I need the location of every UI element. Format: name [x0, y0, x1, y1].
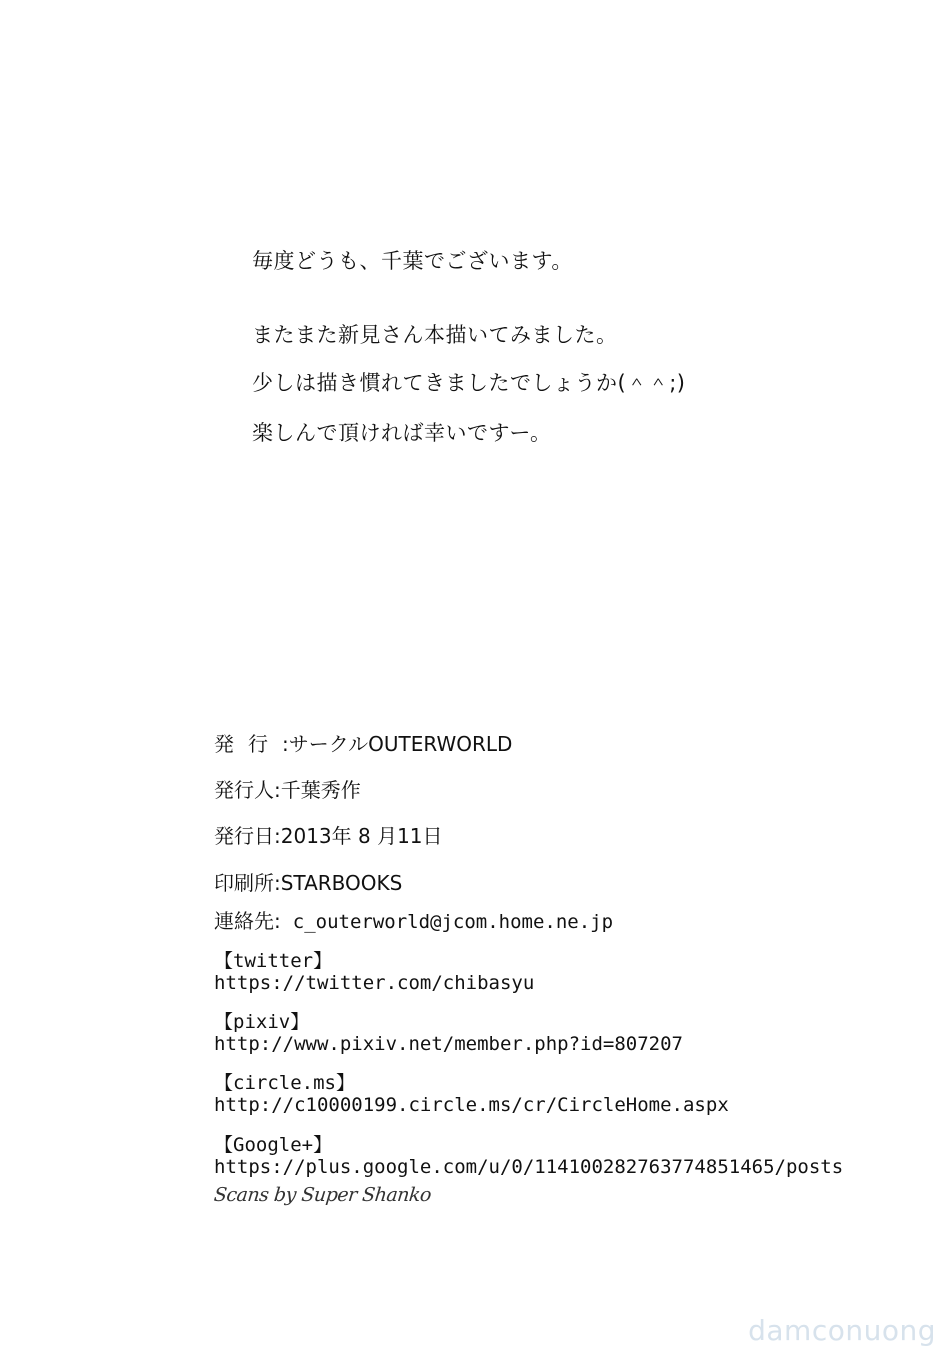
site-watermark: damconuong [748, 1314, 936, 1347]
scanner-signature: Scans by Super Shanko [212, 1184, 433, 1206]
twitter-url: https://twitter.com/chibasyu [214, 972, 535, 994]
circle-ms-link-block [214, 1072, 729, 1116]
circle-ms-url: http://c10000199.circle.ms/cr/CircleHome.aspx [214, 1094, 729, 1116]
message-line-1: 毎度どうも、千葉でございます。 [252, 249, 573, 273]
message-line-4: 楽しんで頂ければ幸いですー。 [252, 421, 552, 445]
twitter-link-block [214, 950, 534, 994]
printer-row [214, 869, 402, 897]
contact-row [214, 907, 613, 936]
issue-date-row [214, 822, 443, 850]
issuer-row [214, 776, 361, 804]
pixiv-url: http://www.pixiv.net/member.php?id=807207 [214, 1033, 683, 1055]
pixiv-header: 【pixiv】 [214, 1011, 310, 1033]
printer-label: 印刷所 [214, 871, 274, 895]
twitter-header: 【twitter】 [214, 950, 333, 972]
issue-date-label: 発行日 [214, 824, 274, 848]
contact-email: c_outerworld@jcom.home.ne.jp [292, 911, 614, 933]
google-plus-link-block [214, 1134, 843, 1178]
publisher-label: 発行 [214, 732, 282, 756]
google-plus-header: 【Google+】 [214, 1134, 333, 1156]
publisher-row [214, 730, 512, 758]
printer-value: :STARBOOKS [274, 871, 403, 895]
pixiv-link-block [214, 1011, 683, 1055]
publisher-value: :サークルOUTERWORLD [282, 732, 513, 756]
message-line-3: 少しは描き慣れてきましたでしょうか(＾＾;) [252, 371, 686, 395]
issuer-label: 発行人 [214, 778, 274, 802]
issue-date-value: :2013年 8 月11日 [274, 824, 443, 848]
contact-label: 連絡先: [214, 909, 281, 933]
issuer-value: :千葉秀作 [274, 778, 361, 802]
circle-ms-header: 【circle.ms】 [214, 1072, 355, 1094]
message-line-2: またまた新見さん本描いてみました。 [252, 323, 618, 347]
google-plus-url: https://plus.google.com/u/0/114100282763774851465/posts [214, 1156, 844, 1178]
